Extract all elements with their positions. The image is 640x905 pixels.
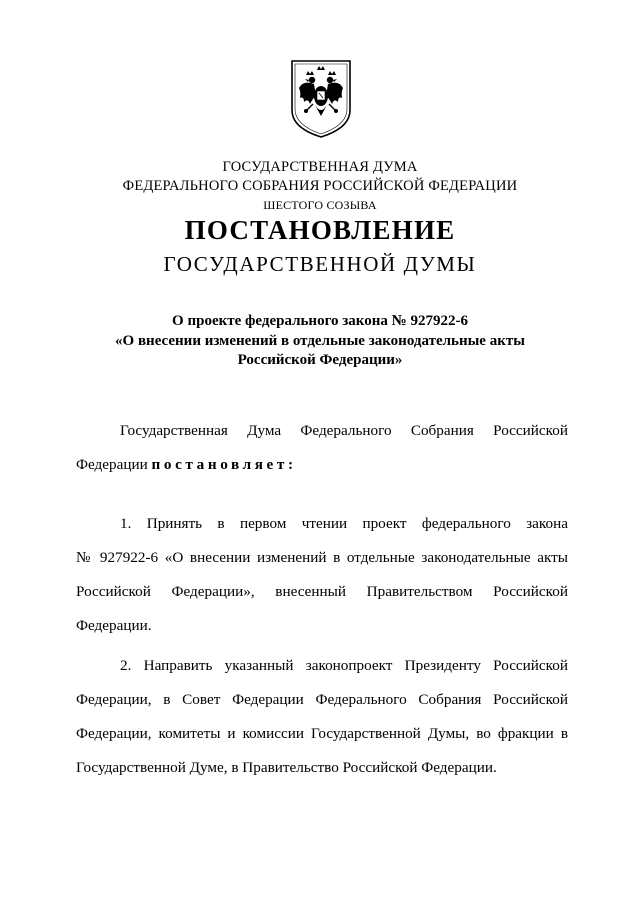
org-line-1: ГОСУДАРСТВЕННАЯ ДУМА bbox=[222, 159, 418, 175]
preamble-paragraph bbox=[76, 414, 568, 482]
item-2-paragraph bbox=[76, 649, 568, 785]
item-1-line-3: Российской Федерации», внесенный Правительством Российской bbox=[76, 583, 568, 600]
document-subject bbox=[0, 312, 640, 371]
subject-line-1: О проекте федерального закона № 927922-6 bbox=[172, 313, 468, 329]
document-subtitle: ГОСУДАРСТВЕННОЙ ДУМЫ bbox=[163, 252, 477, 276]
item-1-line-2: № 927922-6 «О внесении изменений в отдельные законодательные акты bbox=[76, 549, 568, 566]
preamble-line-2 bbox=[76, 448, 568, 482]
subject-line-3: Российской Федерации» bbox=[237, 352, 403, 368]
item-2-line-2: Федерации, в Совет Федерации Федерального Собрания Российской bbox=[76, 691, 568, 708]
item-1-line-1: 1. Принять в первом чтении проект федерального закона bbox=[120, 515, 568, 532]
item-2-line-1: 2. Направить указанный законопроект Президенту Российской bbox=[120, 657, 568, 674]
item-1-paragraph bbox=[76, 507, 568, 643]
coat-of-arms-icon bbox=[289, 58, 353, 140]
preamble-line-2-start: Федерации bbox=[76, 456, 152, 473]
document-title: ПОСТАНОВЛЕНИЕ bbox=[184, 215, 456, 245]
item-2-line-3: Федерации, комитеты и комиссии Государственной Думы, во фракции в bbox=[76, 725, 568, 742]
org-line-2: ФЕДЕРАЛЬНОГО СОБРАНИЯ РОССИЙСКОЙ ФЕДЕРАЦИИ bbox=[122, 178, 518, 194]
organization-header bbox=[0, 158, 640, 215]
decree-keyword: постановляет: bbox=[151, 456, 297, 473]
item-2-line-4: Государственной Думе, в Правительство Российской Федерации. bbox=[76, 759, 497, 776]
item-1-line-4: Федерации. bbox=[76, 617, 152, 634]
preamble-line-1: Государственная Дума Федерального Собрания Российской bbox=[120, 422, 568, 439]
subject-line-2: «О внесении изменений в отдельные законодательные акты bbox=[115, 332, 525, 349]
org-line-3: ШЕСТОГО СОЗЫВА bbox=[263, 198, 377, 212]
